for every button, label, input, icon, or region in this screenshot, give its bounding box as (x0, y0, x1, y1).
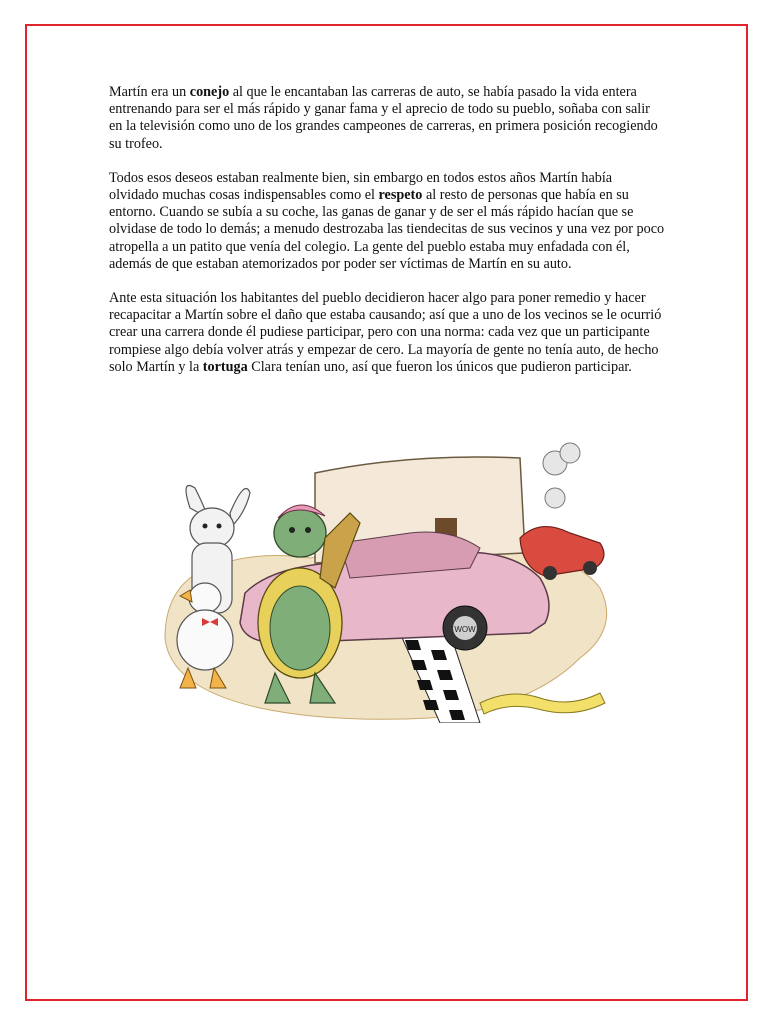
yellow-banner (480, 693, 605, 714)
red-car (520, 443, 604, 580)
text-run: Martín era un (109, 84, 190, 100)
story-paragraph (109, 84, 665, 153)
bold-keyword: respeto (378, 187, 423, 204)
text-run: al que le encantaban las carreras de auto, se había pasado la vida entera entrenando para ser el más rápido y ganar fama y el aprecio de todo su pueblo, soñaba con salir en la televisión como uno de los grandes campeones de carreras, en primera posición recogiendo su trofeo. (109, 84, 658, 152)
story-paragraph (109, 170, 665, 273)
race-illustration (150, 418, 620, 723)
text-run: Todos esos deseos estaban realmente bien, sin embargo en todos estos años Martín había olvidado muchas cosas indispensables como el (109, 169, 613, 204)
story-paragraph (109, 290, 665, 376)
bold-keyword: conejo (189, 84, 230, 100)
text-run: Clara tenían uno, así que fueron los únicos que pudieron participar. (247, 358, 632, 375)
bold-keyword: tortuga (202, 358, 248, 375)
text-run: al resto de personas que había en su entorno. Cuando se subía a su coche, las ganas de ganar y de ser el más rápido hacían que se olvidase de todo lo demás; a menudo destrozaba las tiendecitas de sus vecinos y una vez por poco atropella a un patito que venía del colegio. La gente del pueblo estaba muy enfadada con él, además de que estaban atemorizados por poder ser víctimas de Martín en su auto. (109, 187, 665, 272)
car-plate-text: WOW (454, 625, 476, 634)
text-run: Ante esta situación los habitantes del pueblo decidieron hacer algo para poner remedio y hacer recapacitar a Martín sobre el daño que estaba causando; así que a uno de los vecinos se le ocurrió crear una carrera donde él pudiese participar, pero con una norma: cada vez que un participante rompiese algo debía volver atrás y empezar de cero. La mayoría de gente no tenía auto, de hecho solo Martín y la (109, 290, 662, 375)
story-text (109, 84, 665, 393)
